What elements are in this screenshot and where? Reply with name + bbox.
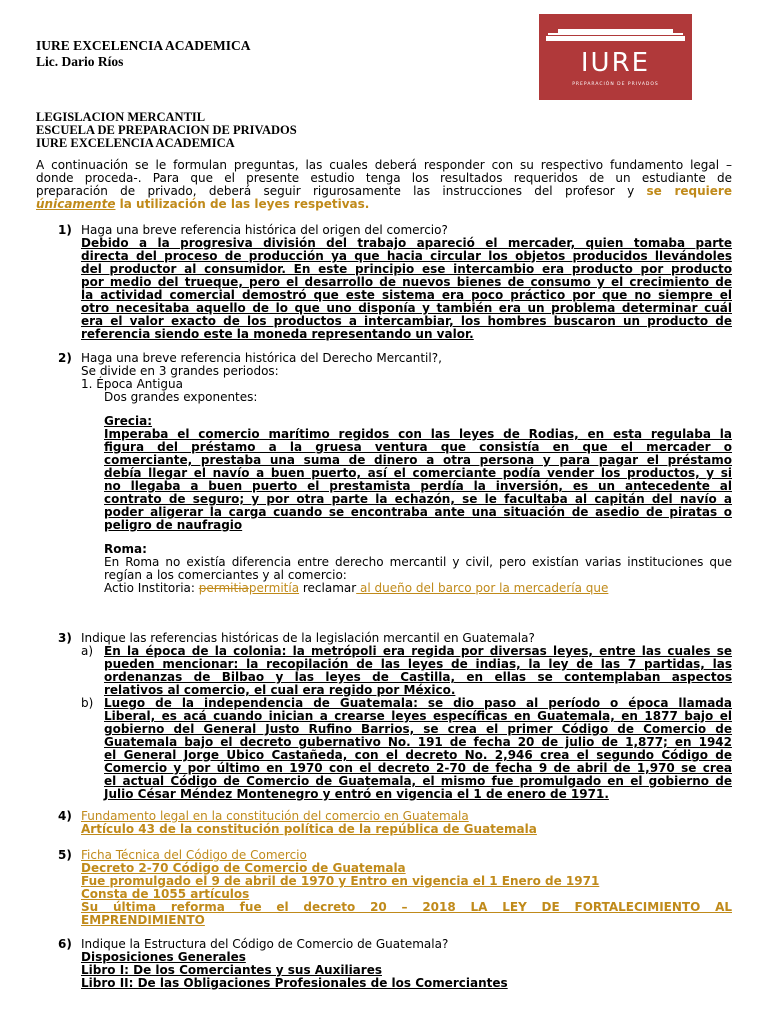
question-text: Fundamento legal en la constitución del comercio en Guatemala	[81, 809, 469, 823]
answer-3b	[104, 697, 732, 801]
answer-line: comerciante, prestaba una suma de dinero a otra persona y para pagar el préstamo	[104, 453, 732, 467]
answer-line: Imperaba el comercio marítimo regidos con las leyes de Rodias, en esta regulaba la	[104, 427, 732, 441]
question-number: 6)	[58, 937, 72, 951]
answer-text: Actio Institoria:	[104, 581, 199, 595]
question-number: 5)	[58, 848, 72, 862]
document-titles	[36, 111, 297, 150]
answer-line: En Roma no existía diferencia entre derecho mercantil y civil, pero existían varias instituciones que	[104, 555, 732, 569]
answer-1	[81, 237, 732, 341]
answer-line: otro necesitaba aquello de lo que uno disponía y también era un problema determinar cuál	[81, 301, 732, 315]
answer-line: contrato de seguro; y por otra parte la echazón, se le facultaba al capitán del navío a	[104, 492, 732, 506]
answer-line: Libro I: De los Comerciantes y sus Auxiliares	[81, 963, 382, 977]
question-number: 3)	[58, 631, 72, 645]
answer-line: Fue promulgado el 9 de abril de 1970 y Entro en vigencia el 1 Enero de 1971	[81, 874, 600, 888]
title-line: IURE EXCELENCIA ACADEMICA	[36, 136, 235, 150]
question-2	[81, 352, 732, 404]
grecia-section	[104, 415, 732, 532]
roof-icon	[546, 36, 685, 41]
question-4	[81, 810, 732, 836]
actio-line	[104, 582, 732, 595]
answer-line: era el valor exacto de los productos a intercambiar, los hombres buscaron un producto de	[81, 314, 732, 328]
iure-logo	[539, 14, 692, 100]
answer-line: directa del proceso de producción ya que hacia circular los objetos producidos llevándoles	[81, 249, 732, 263]
inserted-text: al dueño del barco por la mercadería que	[356, 581, 609, 595]
answer-line: no llegaba a buen puerto el prestamista perdía la inversión, es un antecedente al	[104, 479, 732, 493]
question-number: 4)	[58, 809, 72, 823]
intro-highlight: se requiere	[646, 184, 732, 198]
answer-line: En la época de la colonia: la metrópoli era regida por diversas leyes, entre las cuales se	[104, 644, 732, 658]
answer-line: referencia siendo este la moneda representando un valor.	[81, 327, 474, 341]
answer-line: Artículo 43 de la constitución política de la república de Guatemala	[81, 822, 537, 836]
question-text: Haga una breve referencia histórica del Derecho Mercantil?,	[81, 351, 442, 365]
answer-line: Su última reforma fue el decreto 20 – 2018 LA LEY DE FORTALECIMIENTO AL	[81, 900, 732, 914]
author-name: Lic. Dario Ríos	[36, 54, 124, 69]
answer-line: por medio del trueque, pero el desarrollo de nuevos bienes de consumo y el crecimiento de	[81, 275, 732, 289]
list-marker: b)	[81, 696, 94, 710]
question-number: 2)	[58, 351, 72, 365]
question-number: 1)	[58, 223, 72, 237]
deleted-text: permitia	[198, 581, 249, 595]
answer-line: Disposiciones Generales	[81, 950, 246, 964]
answer-line: Comercio y por último en 1970 con el decreto 2-70 de fecha 9 de abril de 1,970 se crea	[104, 761, 732, 775]
title-line: LEGISLACION MERCANTIL	[36, 110, 206, 124]
answer-line: ordenanzas de Bilbao y las leyes de Castilla, en ellas se contemplaban aspectos	[104, 670, 732, 684]
answer-line: debía llegar el navío a buen puerto, así el comerciante podía vender los productos, y si	[104, 466, 732, 480]
title-line: ESCUELA DE PREPARACION DE PRIVADOS	[36, 123, 297, 137]
question-6	[81, 938, 732, 990]
answer-line: gobierno del General Justo Rufino Barrios, se crea el primer Código de Comercio de	[104, 722, 732, 736]
intro-paragraph	[36, 159, 732, 211]
answer-line: EMPRENDIMIENTO	[81, 913, 205, 927]
answer-line: peligro de naufragio	[104, 518, 243, 532]
question-text: Indique las referencias históricas de la legislación mercantil en Guatemala?	[81, 631, 535, 645]
list-text: Dos grandes exponentes:	[104, 390, 258, 404]
inserted-text: permitía	[248, 581, 300, 595]
answer-line: Consta de 1055 artículos	[81, 887, 250, 901]
intro-line	[36, 198, 732, 211]
question-1	[81, 224, 732, 341]
answer-line: poder aligerar la carga cuando se encontraba ante una situación de asedio de piratas o	[104, 505, 732, 519]
roma-section	[104, 543, 732, 595]
answer-line: Julio César Méndez Montenegro y entró en vigencia el 1 de enero de 1971.	[104, 787, 609, 801]
intro-line: A continuación se le formulan preguntas, las cuales deberá responder con su respectivo fundamento legal –	[36, 158, 732, 172]
institution-name: IURE EXCELENCIA ACADEMICA	[36, 38, 251, 53]
question-5	[81, 849, 732, 927]
answer-line: el General Jorge Ubico Castañeda, con el decreto No. 2,946 crea el segundo Código de	[104, 748, 732, 762]
answer-line: regían a los comerciantes y al comercio:	[104, 568, 347, 582]
section-title: Roma:	[104, 542, 147, 556]
intro-text: preparación de privado, deberá seguir rigurosamente las instrucciones del profesor y	[36, 184, 635, 198]
answer-line: la actividad comercial demostró que este sistema era poco práctico por que no siempre el	[81, 288, 732, 302]
intro-line: donde proceda-. Para que el presente estudio tenga los resultados requeridos de un estudiante de	[36, 171, 732, 185]
answer-line: figura del préstamo a la gruesa ventura que consistía en que el mercader o	[104, 440, 732, 454]
answer-line: pueden mencionar: la recopilación de las leyes de indias, la ley de las 7 partidas, las	[104, 657, 732, 671]
answer-line: Libro II: De las Obligaciones Profesionales de los Comerciantes	[81, 976, 508, 990]
answer-line: relativos al comercio, el cual era regido por México.	[104, 683, 456, 697]
logo-word: IURE	[580, 48, 651, 78]
list-item: 1. Época Antigua	[81, 377, 183, 391]
intro-highlight: únicamente	[36, 197, 116, 211]
answer-line: Liberal, es acá cuando inician a crearse leyes específicas en Guatemala, en 1877 bajo el	[104, 709, 732, 723]
intro-highlight: la utilización de las leyes respetivas.	[115, 197, 370, 211]
answer-line: Luego de la independencia de Guatemala: se dio paso al período o época llamada	[104, 696, 732, 710]
answer-line: del productor al consumidor. En este principio ese intercambio era producto por producto	[81, 262, 732, 276]
answer-line: Guatemala bajo el decreto gubernativo No. 191 de fecha 20 de julio de 1,877; en 1942	[104, 735, 732, 749]
answer-text: reclamar	[299, 581, 357, 595]
answer-3a	[104, 645, 732, 697]
answer-line: Decreto 2-70 Código de Comercio de Guatemala	[81, 861, 406, 875]
question-text: Haga una breve referencia histórica del origen del comercio?	[81, 223, 448, 237]
question-text: Se divide en 3 grandes periodos:	[81, 364, 279, 378]
question-text: Ficha Técnica del Código de Comercio	[81, 848, 307, 862]
section-title: Grecia:	[104, 414, 153, 428]
question-text: Indique la Estructura del Código de Comercio de Guatemala?	[81, 937, 449, 951]
answer-line: el actual Código de Comercio de Guatemala, el mismo fue promulgado en el gobierno de	[104, 774, 732, 788]
logo-subtitle: PREPARACIÓN DE PRIVADOS	[572, 82, 659, 87]
document-header	[36, 38, 251, 70]
list-marker: a)	[81, 644, 94, 658]
answer-line: Debido a la progresiva división del trabajo apareció el mercader, quien tomaba parte	[81, 236, 732, 250]
